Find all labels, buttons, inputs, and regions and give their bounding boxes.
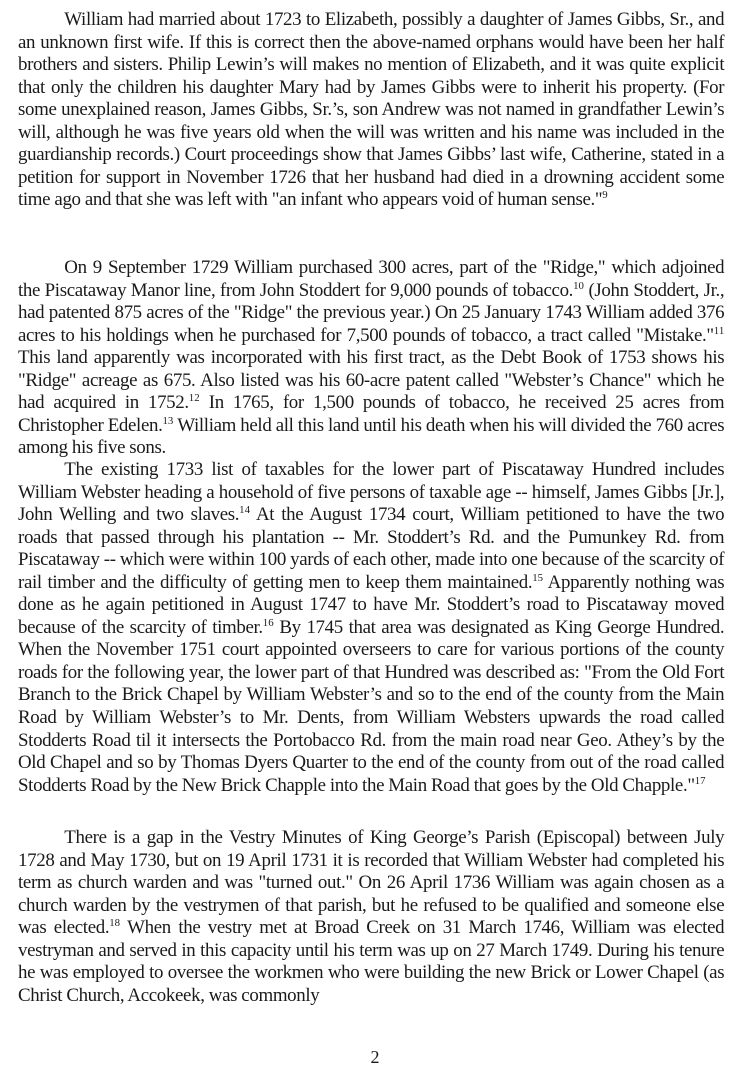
paragraph-text: In 1765, for 1,500 pounds of tobacco, he received 25 acres from Christopher Edelen. bbox=[18, 392, 725, 436]
paragraph-text: William held all this land until his death when his will divided the 760 acres among his five sons. bbox=[18, 414, 725, 459]
paragraph-taxables-roads bbox=[18, 459, 724, 797]
footnote-reference: 15 bbox=[532, 571, 544, 584]
footnote-reference: 13 bbox=[162, 414, 174, 427]
paragraph-vestry bbox=[18, 827, 724, 1007]
paragraph-text: There is a gap in the Vestry Minutes of King George’s Parish (Episcopal) between July 1728 and May 1730, but on 19 April 1731 it is recorded that William Webster had completed his term as church warden and was "turned out." On 26 April 1736 William was again chosen as a church warden by the vestrymen of that parish, but he refused to be qualified and someone else was elected. bbox=[18, 827, 725, 939]
paragraph-text: This land apparently was incorporated with his first tract, as the Debt Book of 1753 shows his "Ridge" acreage as 675. Also listed was his 60-acre patent called "Webster’s Chance" which he had acquired in 1752. bbox=[18, 347, 725, 414]
page-number: 2 bbox=[370, 1047, 380, 1067]
paragraph-text: William had married about 1723 to Elizabeth, possibly a daughter of James Gibbs, Sr., and an unknown first wife. If this is correct then the above-named orphans would have been her half brothers and sisters. Philip Lewin’s will makes no mention of Elizabeth, and it was quite explicit that only the children his daughter Mary had by James Gibbs were to inherit his property. (For some unexplained reason, James Gibbs, Sr.’s, son Andrew was not named in grandfather Lewin’s will, although he was five years old when the will was written and his name was included in the guardianship records.) Court proceedings show that James Gibbs’ last wife, Catherine, stated in a petition for support in November 1726 that her husband had died in a drowning accident some time ago and that she was left with "an infant who appears void of human sense." bbox=[18, 9, 725, 211]
footnote-reference: 14 bbox=[239, 504, 250, 517]
footnote-reference: 18 bbox=[109, 917, 121, 930]
footnote-reference: 12 bbox=[188, 392, 200, 405]
footnote-reference: 17 bbox=[694, 774, 706, 787]
paragraph-text: When the vestry met at Broad Creek on 31 March 1746, William was elected vestryman and served in this capacity until his term was up on 27 March 1749. During his tenure he was employed to oversee the workmen who were building the new Brick or Lower Chapel (as Christ Church, Accokeek, was commonly bbox=[18, 917, 725, 1006]
footnote-reference: 9 bbox=[602, 189, 608, 202]
footnote-reference: 10 bbox=[573, 279, 584, 292]
paragraph-land-purchases bbox=[18, 257, 724, 460]
paragraph-text: Apparently nothing was done as he again petitioned in August 1747 to have Mr. Stoddert’s road to Piscataway moved because of the scarcity of timber. bbox=[18, 571, 725, 638]
paragraph-text: On 9 September 1729 William purchased 300 acres, part of the "Ridge," which adjoined the Piscataway Manor line, from John Stoddert for 9,000 pounds of tobacco. bbox=[18, 257, 725, 301]
paragraph-text: By 1745 that area was designated as King George Hundred. When the November 1751 court appointed overseers to care for various portions of the county roads for the following year, the lower part of that Hundred was described as: "From the Old Fort Branch to the Brick Chapel by William Webster’s and so to the end of the county from the Main Road by William Webster’s to Mr. Dents, from William Websters upwards the road called Stodderts Road til it intersects the Portobacco Rd. from the main road near Geo. Athey’s by the Old Chapel and so by Thomas Dyers Quarter to the end of the county from out of the road called Stodderts Road by the New Brick Chapple into the Main Road that goes by the Old Chapple." bbox=[18, 616, 725, 796]
paragraph-text: (John Stoddert, Jr., had patented 875 acres of the "Ridge" the previous year.) On 25 January 1743 William added 376 acres to his holdings when he purchased for 7,500 pounds of tobacco, a tract called "Mistake." bbox=[18, 279, 725, 346]
footnote-reference: 11 bbox=[713, 324, 725, 337]
paragraph-marriage bbox=[18, 9, 724, 212]
footnote-reference: 16 bbox=[262, 616, 274, 629]
paragraph-text: At the August 1734 court, William petitioned to have the two roads that passed through his plantation -- Mr. Stoddert’s Rd. and the Pumunkey Rd. from Piscataway -- which were within 100 yards of each other, made into one because of the scarcity of rail timber and the difficulty of getting men to keep them maintained. bbox=[18, 504, 725, 593]
paragraph-text: The existing 1733 list of taxables for the lower part of Piscataway Hundred includes William Webster heading a household of five persons of taxable age -- himself, James Gibbs [Jr.], John Welling and two slaves. bbox=[18, 459, 725, 526]
